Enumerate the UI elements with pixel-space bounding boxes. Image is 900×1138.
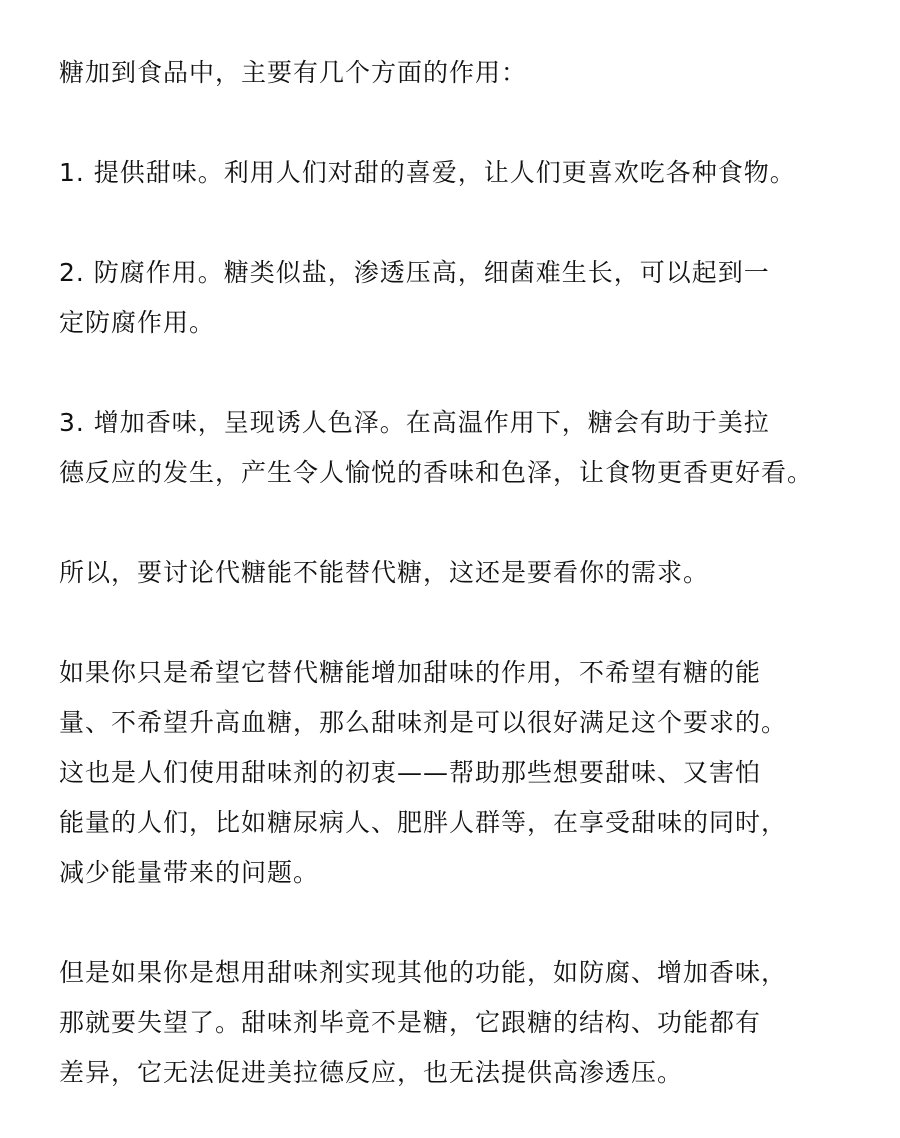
sweetness-case-paragraph: [59, 648, 880, 898]
point-3-paragraph: [59, 398, 880, 498]
point-3-line-2: 德反应的发生，产生令人愉悦的香味和色泽，让食物更香更好看。: [59, 458, 814, 487]
point-2-line-1: 2. 防腐作用。糖类似盐，渗透压高，细菌难生长，可以起到一: [59, 258, 770, 287]
intro-line: 糖加到食品中，主要有几个方面的作用：: [59, 58, 528, 87]
sweetness-case-line-4: 能量的人们，比如糖尿病人、肥胖人群等，在享受甜味的同时，: [59, 808, 788, 837]
intro-paragraph: [59, 48, 880, 98]
transition-line: 所以，要讨论代糖能不能替代糖，这还是要看你的需求。: [59, 558, 710, 587]
transition-paragraph: [59, 548, 880, 598]
point-2-paragraph: [59, 248, 880, 348]
sweetness-case-line-5: 减少能量带来的问题。: [59, 858, 320, 887]
other-function-line-3: 差异，它无法促进美拉德反应，也无法提供高渗透压。: [59, 1058, 684, 1087]
point-1-paragraph: [59, 148, 880, 198]
other-function-line-1: 但是如果你是想用甜味剂实现其他的功能，如防腐、增加香味，: [59, 958, 788, 987]
point-1-line: 1. 提供甜味。利用人们对甜的喜爱，让人们更喜欢吃各种食物。: [59, 158, 796, 187]
other-function-line-2: 那就要失望了。甜味剂毕竟不是糖，它跟糖的结构、功能都有: [59, 1008, 762, 1037]
other-function-paragraph: [59, 948, 880, 1098]
sweetness-case-line-1: 如果你只是希望它替代糖能增加甜味的作用，不希望有糖的能: [59, 658, 762, 687]
point-3-line-1: 3. 增加香味，呈现诱人色泽。在高温作用下，糖会有助于美拉: [59, 408, 770, 437]
sweetness-case-line-3: 这也是人们使用甜味剂的初衷——帮助那些想要甜味、又害怕: [59, 758, 762, 787]
sweetness-case-line-2: 量、不希望升高血糖，那么甜味剂是可以很好满足这个要求的。: [59, 708, 788, 737]
point-2-line-2: 定防腐作用。: [59, 308, 216, 337]
